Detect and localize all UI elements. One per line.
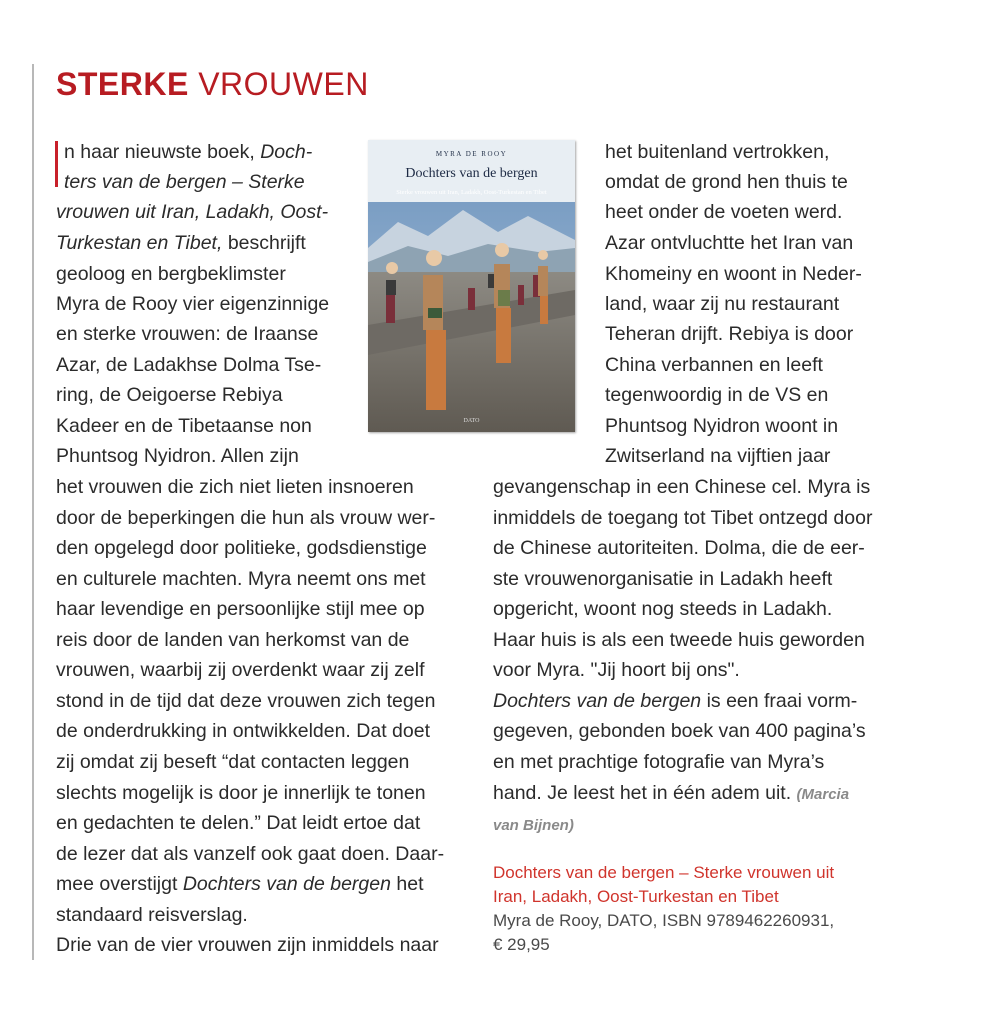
body-line: en met prachtige fotografie van Myra’s — [493, 751, 825, 773]
body-line: gegeven, gebonden boek van 400 pagina’s — [493, 720, 866, 742]
body-line: reis door de landen van herkomst van de — [56, 629, 410, 651]
body-line: het buitenland vertrokken, — [605, 141, 830, 163]
book-cover-image — [368, 140, 575, 432]
body-line — [56, 872, 423, 896]
body-line: Zwitserland na vijftien jaar — [605, 445, 831, 467]
body-line: geoloog en bergbeklimster — [56, 263, 286, 285]
body-line: de onderdrukking in ontwikkelden. Dat doet — [56, 720, 430, 742]
body-line: standaard reisverslag. — [56, 904, 248, 926]
text-span: beschrijft — [227, 232, 306, 254]
cover-title: Dochters van de bergen — [405, 166, 538, 181]
body-line: Teheran drijft. Rebiya is door — [605, 323, 854, 345]
text-span: het — [396, 873, 424, 895]
body-line: gevangenschap in een Chinese cel. Myra is — [493, 476, 871, 498]
body-line: ters van de bergen – Sterke — [64, 171, 305, 193]
body-line: door de beperkingen die hun als vrouw wer- — [56, 507, 436, 529]
body-line: inmiddels de toegang tot Tibet ontzegd door — [493, 507, 873, 529]
body-line: vrouwen uit Iran, Ladakh, Oost- — [56, 201, 329, 223]
author-credit-cont: van Bijnen) — [493, 817, 574, 834]
body-line: Khomeiny en woont in Neder- — [605, 263, 862, 285]
body-line: slechts mogelijk is door je innerlijk te tonen — [56, 782, 426, 804]
book-info-title-cont: Iran, Ladakh, Oost-Turkestan en Tibet — [493, 887, 779, 906]
text-span: n haar nieuwste boek, — [64, 141, 255, 163]
body-line: land, waar zij nu restaurant — [605, 293, 840, 315]
body-line: Azar, de Ladakhse Dolma Tse- — [56, 354, 322, 376]
body-line: haar levendige en persoonlijke stijl mee op — [56, 598, 425, 620]
body-line: Haar huis is als een tweede huis geworden — [493, 629, 865, 651]
body-line — [64, 140, 312, 164]
body-line: het vrouwen die zich niet lieten insnoeren — [56, 476, 414, 498]
body-line: en gedachten te delen.” Dat leidt ertoe dat — [56, 812, 421, 834]
text-span: mee overstijgt — [56, 873, 178, 895]
body-line: voor Myra. "Jij hoort bij ons". — [493, 659, 740, 681]
body-line: opgericht, woont nog steeds in Ladakh. — [493, 598, 833, 620]
body-line: tegenwoordig in de VS en — [605, 384, 829, 406]
body-line: de lezer dat als vanzelf ook gaat doen. Daar- — [56, 843, 445, 865]
body-line: China verbannen en leeft — [605, 354, 823, 376]
body-line — [493, 812, 574, 838]
body-line: Myra de Rooy vier eigenzinnige — [56, 293, 330, 315]
book-title-italic: Dochters van de bergen — [182, 873, 391, 895]
text-span: hand. Je leest het in één adem uit. — [493, 782, 792, 804]
body-line — [56, 231, 306, 255]
cover-author: MYRA DE ROOY — [435, 150, 508, 158]
body-line: Kadeer en de Tibetaanse non — [56, 415, 312, 437]
body-line: den opgelegd door politieke, godsdienstige — [56, 537, 427, 559]
book-title-italic: Turkestan en Tibet, — [56, 232, 223, 254]
body-line: de Chinese autoriteiten. Dolma, die de eer- — [493, 537, 865, 559]
body-line: en culturele machten. Myra neemt ons met — [56, 568, 426, 590]
body-line: Phuntsog Nyidron. Allen zijn — [56, 445, 299, 467]
body-line: stond in de tijd dat deze vrouwen zich tegen — [56, 690, 436, 712]
headline-bold: STERKE — [56, 66, 189, 102]
headline-rest: VROUWEN — [198, 66, 369, 102]
book-info-title: Dochters van de bergen – Sterke vrouwen uit — [493, 863, 835, 882]
body-line: heet onder de voeten werd. — [605, 201, 843, 223]
body-line: omdat de grond hen thuis te — [605, 171, 848, 193]
book-title-italic: Dochters van de bergen — [493, 690, 702, 712]
body-line: ring, de Oeigoerse Rebiya — [56, 384, 283, 406]
column-rule — [32, 64, 34, 960]
body-line — [493, 689, 857, 713]
cover-subtitle: Sterke vrouwen uit Iran, Ladakh, Oost-Turkestan en Tibet — [396, 189, 547, 196]
body-line: en sterke vrouwen: de Iraanse — [56, 323, 319, 345]
body-line: zij omdat zij beseft “dat contacten leggen — [56, 751, 410, 773]
book-title-italic: Doch- — [260, 141, 313, 163]
book-info-price: € 29,95 — [493, 935, 550, 954]
drop-cap-letter — [55, 141, 58, 187]
book-cover-photo — [368, 140, 575, 432]
text-span: is een fraai vorm- — [706, 690, 858, 712]
body-line: vrouwen, waarbij zij overdenkt waar zij zelf — [56, 659, 425, 681]
body-line — [493, 781, 849, 807]
author-credit: (Marcia — [796, 786, 850, 803]
body-line: Azar ontvluchtte het Iran van — [605, 232, 854, 254]
article-headline — [56, 66, 369, 102]
body-line: Drie van de vier vrouwen zijn inmiddels naar — [56, 934, 439, 956]
body-line: ste vrouwenorganisatie in Ladakh heeft — [493, 568, 833, 590]
body-line: Phuntsog Nyidron woont in — [605, 415, 839, 437]
book-info-meta: Myra de Rooy, DATO, ISBN 9789462260931, — [493, 911, 835, 930]
cover-publisher: DATO — [463, 418, 480, 424]
